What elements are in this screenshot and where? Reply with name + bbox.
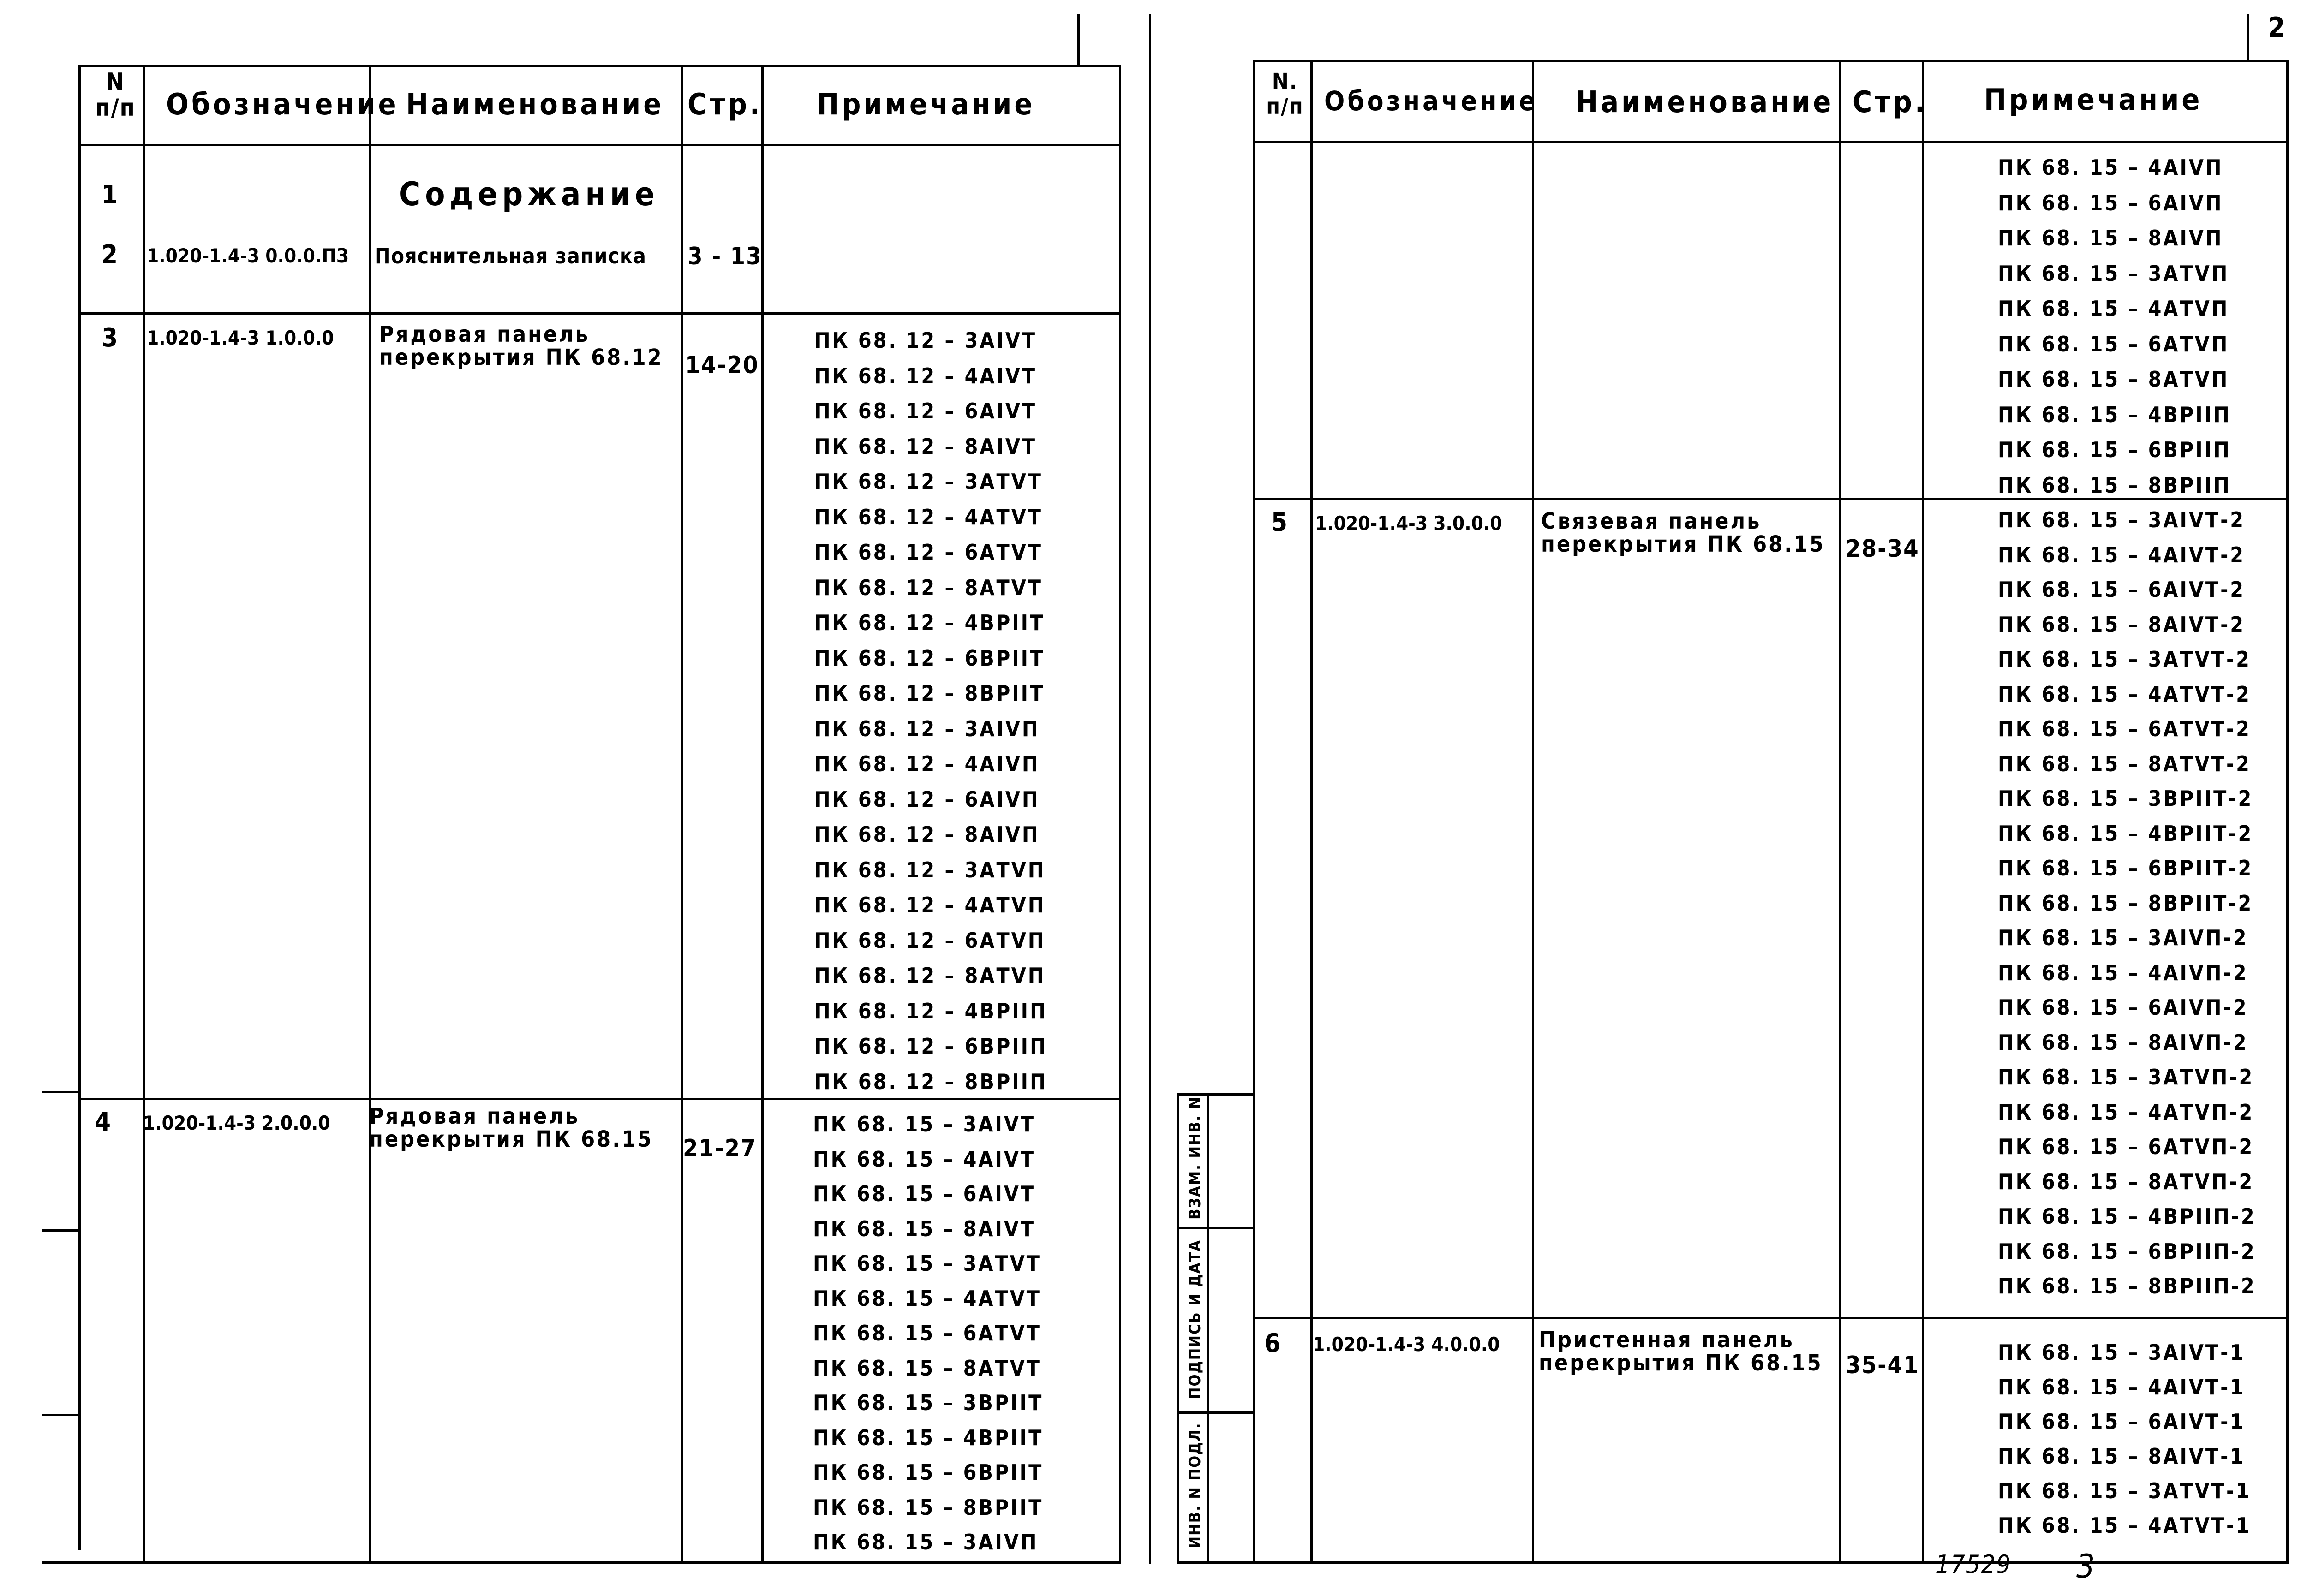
note-line: ПК 68. 15 – 6АТVТ-2 — [1998, 716, 2251, 741]
stamp-podpis: ПОДПИСЬ И ДАТА — [1186, 1239, 1204, 1399]
right-row5-bottom — [1253, 1317, 2289, 1319]
note-line: ПК 68. 15 – 8АТVП — [1998, 367, 2229, 392]
note-line: ПК 68. 15 – 8AIVТ-1 — [1998, 1444, 2246, 1469]
note-line: ПК 68. 15 – 3АТVП-2 — [1998, 1065, 2254, 1090]
right-col-line-3 — [1839, 60, 1841, 1561]
right-row-6-notes — [1998, 1335, 2251, 1543]
note-line: ПК 68. 15 – 3АТVТ-2 — [1998, 647, 2251, 672]
note-line: ПК 68. 15 – 8ВРIIП-2 — [1998, 1274, 2256, 1298]
left-row-2-name: Пояснительная записка — [375, 244, 646, 268]
note-line: ПК 68. 15 – 6AIVТ — [813, 1181, 1036, 1206]
note-line: ПК 68. 15 – 4ВРIIТ — [813, 1425, 1044, 1450]
left-col-line-1 — [143, 65, 145, 1561]
left-row-4-code: 1.020-1.4-3 2.0.0.0 — [143, 1112, 330, 1134]
note-line: ПК 68. 12 – 4АТVП — [814, 893, 1046, 917]
right-row-5-page: 28-34 — [1846, 535, 1919, 563]
note-line: ПК 68. 15 – 8AIVТ — [813, 1216, 1036, 1241]
left-row-3-page: 14-20 — [685, 351, 759, 379]
note-line: ПК 68. 15 – 3АТVП — [1998, 261, 2229, 286]
note-line: ПК 68. 15 – 8AIVП-2 — [1998, 1030, 2248, 1055]
note-line: ПК 68. 15 – 8AIVТ-2 — [1998, 612, 2246, 637]
left-row-4-notes — [813, 1107, 1043, 1560]
left-header-num: N п/п — [95, 68, 136, 122]
left-col-line-4 — [761, 65, 764, 1561]
left-edge-line — [1149, 14, 1151, 1564]
left-top-tick — [1077, 14, 1080, 65]
left-frame-bottom — [42, 1561, 1121, 1564]
note-line: ПК 68. 15 – 3AIVП-2 — [1998, 925, 2248, 950]
left-row-4-page: 21-27 — [683, 1135, 757, 1162]
note-line: ПК 68. 15 – 4AIVТ — [813, 1146, 1036, 1172]
left-row-1-name: Содержание — [399, 175, 659, 213]
left-row-2-page: 3 - 13 — [687, 243, 762, 270]
left-col-line-3 — [681, 65, 683, 1561]
right-header-name: Наименование — [1576, 85, 1834, 119]
note-line: ПК 68. 12 – 6AIVП — [814, 786, 1040, 812]
note-line: ПК 68. 12 – 8AIVТ — [814, 434, 1037, 459]
note-line: ПК 68. 12 – 3AIVП — [814, 716, 1040, 741]
note-line: ПК 68. 15 – 4AIVП-2 — [1998, 960, 2248, 985]
note-line: ПК 68. 12 – 6АТVТ — [814, 540, 1043, 565]
note-line: ПК 68. 15 – 4ВРIIТ-2 — [1998, 821, 2253, 846]
right-header-page: Стр. — [1853, 85, 1928, 119]
right-row-0-notes — [1998, 150, 2231, 503]
note-line: ПК 68. 15 – 8ВРIIТ — [813, 1495, 1044, 1520]
note-line: ПК 68. 15 – 3АТVТ — [813, 1251, 1041, 1276]
right-row-6-code: 1.020-1.4-3 4.0.0.0 — [1313, 1333, 1500, 1356]
note-line: ПК 68. 15 – 4АТVП-2 — [1998, 1099, 2254, 1125]
right-frame-left — [1253, 60, 1255, 1564]
note-line: ПК 68. 15 – 3ВРIIТ — [813, 1390, 1044, 1415]
left-row2-bottom — [78, 312, 1121, 315]
left-header-designation: Обозначение — [166, 88, 399, 122]
left-row-3-notes — [814, 323, 1048, 1099]
left-frame-left — [78, 65, 81, 1550]
left-margin-tick-1 — [42, 1091, 81, 1093]
note-line: ПК 68. 15 – 4ВРIIП — [1998, 402, 2231, 427]
note-line: ПК 68. 12 – 4АТVТ — [814, 504, 1043, 530]
note-line: ПК 68. 15 – 3AIVП — [813, 1530, 1039, 1554]
note-line: ПК 68. 12 – 4ВРIIП — [814, 998, 1048, 1024]
note-line: ПК 68. 15 – 3AIVТ-2 — [1998, 507, 2246, 532]
note-line: ПК 68. 15 – 4AIVП — [1998, 155, 2223, 180]
note-line: ПК 68. 15 – 6АТVП-2 — [1998, 1134, 2254, 1159]
right-row-6-name: Пристенная панель перекрытия ПК 68.15 — [1539, 1327, 1823, 1376]
right-header-num: N. п/п — [1266, 69, 1304, 119]
note-line: ПК 68. 15 – 8ВРIIП — [1998, 472, 2231, 498]
note-line: ПК 68. 15 – 4AIVТ-2 — [1998, 542, 2246, 567]
note-line: ПК 68. 12 – 6ВРIIП — [814, 1034, 1048, 1059]
note-line: ПК 68. 15 – 4ВРIIП-2 — [1998, 1204, 2256, 1229]
right-row-6-num: 6 — [1264, 1328, 1282, 1358]
note-line: ПК 68. 12 – 8ВРIIП — [814, 1069, 1048, 1094]
sheet-number: 3 — [2076, 1548, 2096, 1585]
page-number: 2 — [2268, 12, 2286, 44]
left-row-3-name: Рядовая панель перекрытия ПК 68.12 — [379, 322, 663, 370]
left-header-page: Стр. — [687, 88, 763, 122]
note-line: ПК 68. 15 – 6АТVТ — [813, 1321, 1041, 1346]
note-line: ПК 68. 12 – 6АТVП — [814, 928, 1046, 953]
note-line: ПК 68. 15 – 8ВРIIТ-2 — [1998, 890, 2253, 916]
note-line: ПК 68. 15 – 6ВРIIП — [1998, 437, 2231, 462]
left-margin-tick-3 — [42, 1414, 81, 1416]
note-line: ПК 68. 15 – 8АТVТ-2 — [1998, 751, 2251, 776]
left-margin-tick-2 — [42, 1229, 81, 1232]
note-line: ПК 68. 12 – 3AIVТ — [814, 328, 1037, 353]
note-line: ПК 68. 15 – 6AIVП-2 — [1998, 995, 2248, 1020]
note-line: ПК 68. 12 – 3АТVП — [814, 857, 1046, 882]
right-header-bottom — [1253, 141, 2289, 143]
left-header-note: Примечание — [817, 88, 1035, 122]
right-col-line-4 — [1922, 60, 1924, 1561]
note-line: ПК 68. 12 – 8ВРIIТ — [814, 681, 1045, 706]
note-line: ПК 68. 15 – 8АТVТ — [813, 1355, 1041, 1381]
note-line: ПК 68. 15 – 6AIVП — [1998, 190, 2223, 215]
right-header-designation: Обозначение — [1324, 85, 1538, 117]
left-header-bottom — [78, 144, 1121, 146]
note-line: ПК 68. 12 – 8АТVТ — [814, 575, 1043, 600]
note-line: ПК 68. 12 – 4AIVП — [814, 751, 1040, 776]
left-frame-top — [78, 65, 1121, 67]
left-row-2-num: 2 — [102, 240, 119, 270]
left-col-line-2 — [369, 65, 371, 1561]
stamp-box-left — [1177, 1093, 1179, 1564]
note-line: ПК 68. 15 – 4АТVП — [1998, 296, 2229, 321]
left-row-4-name: Рядовая панель перекрытия ПК 68.15 — [369, 1103, 653, 1152]
note-line: ПК 68. 15 – 8AIVП — [1998, 226, 2223, 250]
note-line: ПК 68. 15 – 3AIVТ — [813, 1112, 1036, 1137]
left-header-name: Наименование — [406, 88, 664, 122]
right-row-6-page: 35-41 — [1846, 1352, 1919, 1379]
note-line: ПК 68. 12 – 8AIVП — [814, 822, 1040, 847]
left-row-3-code: 1.020-1.4-3 1.0.0.0 — [147, 327, 334, 349]
stamp-box-mid — [1207, 1093, 1209, 1564]
page-number-tick — [2247, 14, 2249, 60]
note-line: ПК 68. 15 – 3АТVТ-1 — [1998, 1478, 2251, 1503]
right-row-5-code: 1.020-1.4-3 3.0.0.0 — [1315, 512, 1502, 535]
note-line: ПК 68. 12 – 8АТVП — [814, 963, 1046, 988]
right-frame-bottom — [1177, 1561, 2289, 1564]
left-row-1-num: 1 — [102, 180, 119, 210]
note-line: ПК 68. 12 – 4AIVТ — [814, 363, 1037, 388]
left-row-4-num: 4 — [95, 1107, 112, 1137]
note-line: ПК 68. 15 – 6ВРIIТ-2 — [1998, 856, 2253, 881]
left-row-2-code: 1.020-1.4-3 0.0.0.ПЗ — [147, 244, 349, 267]
note-line: ПК 68. 15 – 3ВРIIТ-2 — [1998, 786, 2253, 811]
note-line: ПК 68. 15 – 6AIVТ-1 — [1998, 1409, 2246, 1434]
left-frame-right — [1119, 65, 1121, 1564]
right-row-5-notes — [1998, 503, 2256, 1304]
note-line: ПК 68. 12 – 6AIVТ — [814, 399, 1037, 423]
right-row-5-name: Связевая панель перекрытия ПК 68.15 — [1541, 508, 1825, 557]
right-frame-top — [1253, 60, 2289, 62]
note-line: ПК 68. 15 – 4АТVТ-2 — [1998, 681, 2251, 707]
note-line: ПК 68. 12 – 4ВРIIТ — [814, 610, 1045, 635]
note-line: ПК 68. 15 – 6ВРIIП-2 — [1998, 1239, 2256, 1264]
stamp-inv: ИНВ. N ПОДЛ. — [1186, 1422, 1204, 1548]
left-row-3-num: 3 — [102, 323, 119, 353]
stamp-vzam: ВЗАМ. ИНВ. N — [1186, 1096, 1204, 1220]
note-line: ПК 68. 15 – 4АТVТ — [813, 1286, 1041, 1311]
note-line: ПК 68. 12 – 6ВРIIТ — [814, 645, 1045, 671]
note-line: ПК 68. 15 – 3AIVТ-1 — [1998, 1340, 2246, 1365]
right-frame-right — [2286, 60, 2289, 1564]
right-header-note: Примечание — [1984, 83, 2203, 117]
note-line: ПК 68. 15 – 8АТVП-2 — [1998, 1169, 2254, 1194]
note-line: ПК 68. 12 – 3АТVТ — [814, 469, 1043, 494]
note-line: ПК 68. 15 – 4AIVТ-1 — [1998, 1375, 2246, 1399]
right-col-line-2 — [1532, 60, 1534, 1561]
note-line: ПК 68. 15 – 6AIVТ-2 — [1998, 577, 2246, 602]
note-line: ПК 68. 15 – 6ВРIIТ — [813, 1460, 1044, 1485]
inventory-number: 17529 — [1936, 1550, 2012, 1579]
note-line: ПК 68. 15 – 4АТVТ-1 — [1998, 1513, 2251, 1538]
note-line: ПК 68. 15 – 6АТVП — [1998, 331, 2229, 357]
right-row-5-num: 5 — [1271, 507, 1289, 537]
